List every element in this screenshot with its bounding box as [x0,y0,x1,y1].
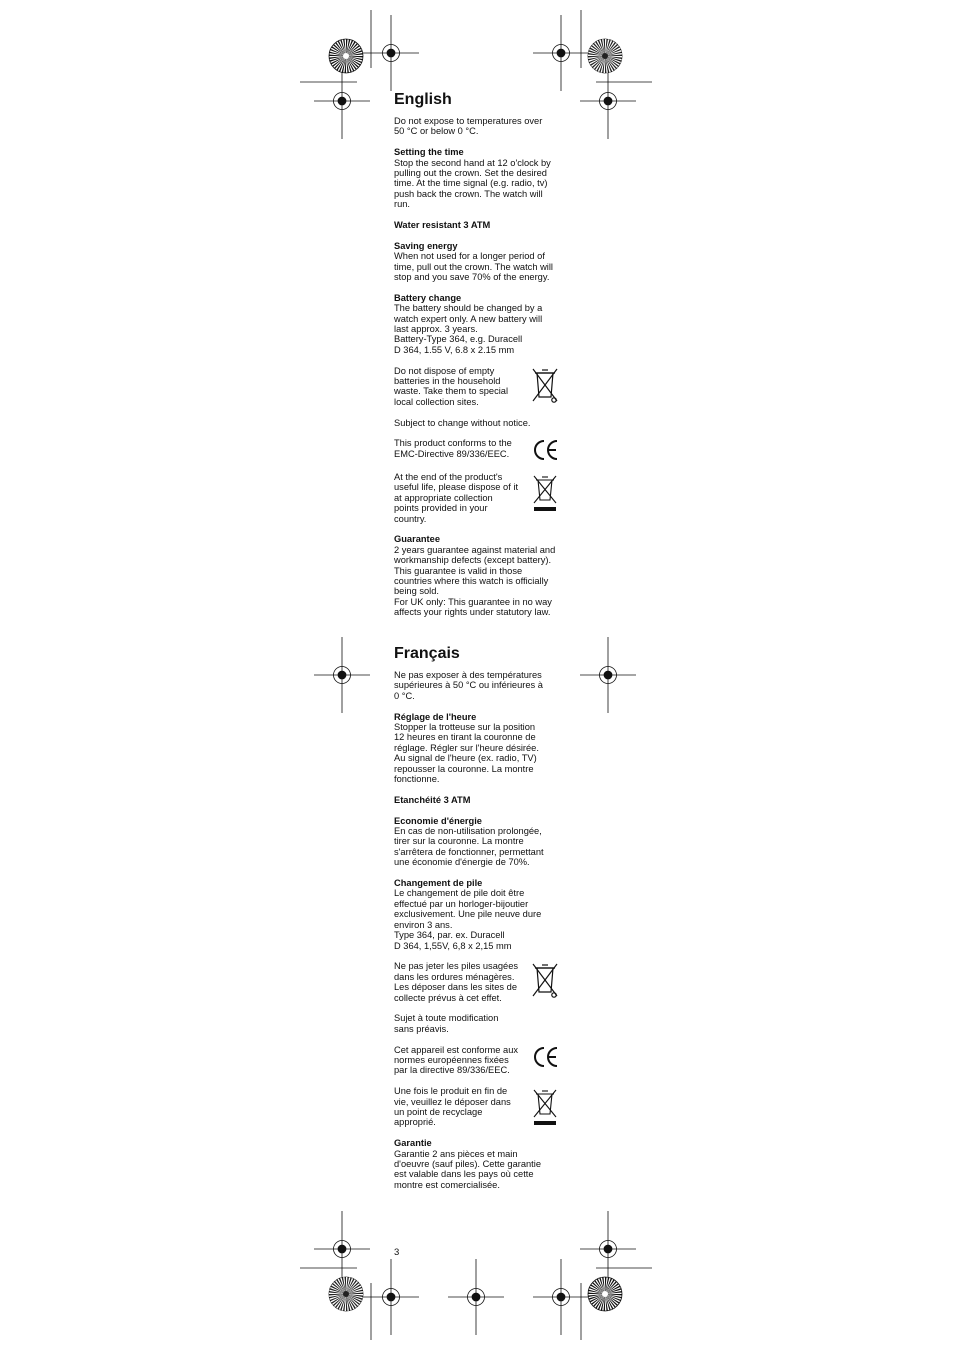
etancheite: Etanchéité 3 ATM [394,794,471,805]
guarantee-title: Guarantee [394,534,440,545]
page-number: 3 [394,1247,400,1258]
registration-target-icon [580,1211,636,1287]
battery-change-title: Battery change [394,292,462,303]
economie-block: Economie d'énergie En cas de non-utilisation prolongée, tirer sur la couronne. La montre s'arrêtera de fonctionner, permettant une économie d'énergie de 70%. [394,816,560,868]
piles-notice: Ne pas jeter les piles usagées dans les ordures ménagères. Les déposer dans les sites de collecte prévus à cet effet. [394,961,560,1003]
temperature-warning: Do not expose to temperatures over 50 °C or below 0 °C. [394,116,543,137]
sujet-modification: Sujet à toute modification sans préavis. [394,1013,499,1034]
guarantee-block: Guarantee 2 years guarantee against material and workmanship defects (except battery). This guarantee is valid in those countries where this watch is officially being sold. For UK only: This guarantee in no way affects your rights under statutory law. [394,534,560,617]
setting-time-title: Setting the time [394,147,464,158]
economie-title: Economie d'énergie [394,815,482,826]
saving-energy-block: Saving energy When not used for a longer period of time, pull out the crown. The watch will stop and you save 70% of the energy. [394,241,560,283]
registration-target-icon [314,1211,370,1287]
french-ce-notice: Cet appareil est conforme aux normes européennes fixées par la directive 89/336/EEC. [394,1045,560,1076]
printer-starburst-icon [329,1277,363,1311]
battery-disposal-notice: Do not dispose of empty batteries in the household waste. Take them to special local collection sites. [394,366,560,408]
garantie-block: Garantie Garantie 2 ans pièces et main d'oeuvre (sauf piles). Cette garantie est valable dans les pays où cette montre est comercialisée. [394,1138,560,1190]
registration-target-icon [580,63,636,139]
reglage-block: Réglage de l'heure Stopper la trotteuse sur la position 12 heures en tirant la couronne de réglage. Régler sur l'heure désirée. Au signal de l'heure (ex. radio, TV) repousser la couronne. La montre fonctionne. [394,712,560,785]
printer-starburst-icon [588,1277,622,1311]
subject-to-change: Subject to change without notice. [394,417,531,428]
english-section [394,90,560,628]
end-of-life-notice: At the end of the product's useful life, please dispose of it at appropriate collection points provided in your country. [394,472,560,524]
weee-bin-icon [530,473,560,513]
registration-target-icon [314,637,370,713]
changement-title: Changement de pile [394,878,483,889]
printer-starburst-icon [588,39,622,73]
setting-time-block: Setting the time Stop the second hand at 12 o'clock by pulling out the crown. Set the desired time. At the time signal (e.g. radio, tv) push back the crown. The watch will run. [394,147,560,209]
french-heading: Français [394,645,460,662]
crossed-out-bin-icon [530,962,560,1000]
french-section [394,644,560,1201]
ce-conformity-notice: This product conforms to the EMC-Directive 89/336/EEC. [394,438,560,461]
water-resistance: Water resistant 3 ATM [394,220,491,231]
battery-change-block: Battery change The battery should be changed by a watch expert only. A new battery will last approx. 3 years. Battery-Type 364, e.g. Duracell D 364, 1.55 V, 6.8 x 2.15 mm [394,293,560,355]
registration-target-icon [314,63,370,139]
reglage-title: Réglage de l'heure [394,711,477,722]
changement-block: Changement de pile Le changement de pile doit être effectué par un horloger-bijoutier exclusivement. Une pile neuve dure environ 3 ans. Type 364, par. ex. Duracell D 364, 1,55V, 6,8 x 2,15 mm [394,878,560,951]
english-heading: English [394,91,452,108]
ce-mark-icon [532,1046,560,1068]
registration-target-icon [448,1259,504,1335]
registration-target-icon [580,637,636,713]
ce-mark-icon [532,439,560,461]
crossed-out-bin-icon [530,367,560,405]
garantie-title: Garantie [394,1138,432,1149]
printer-starburst-icon [329,39,363,73]
saving-energy-title: Saving energy [394,240,458,251]
fin-de-vie-notice: Une fois le produit en fin de vie, veuillez le déposer dans un point de recyclage approprié. [394,1086,560,1128]
french-temperature-warning: Ne pas exposer à des températures supérieures à 50 °C ou inférieures à 0 °C. [394,670,543,701]
weee-bin-icon [530,1087,560,1127]
